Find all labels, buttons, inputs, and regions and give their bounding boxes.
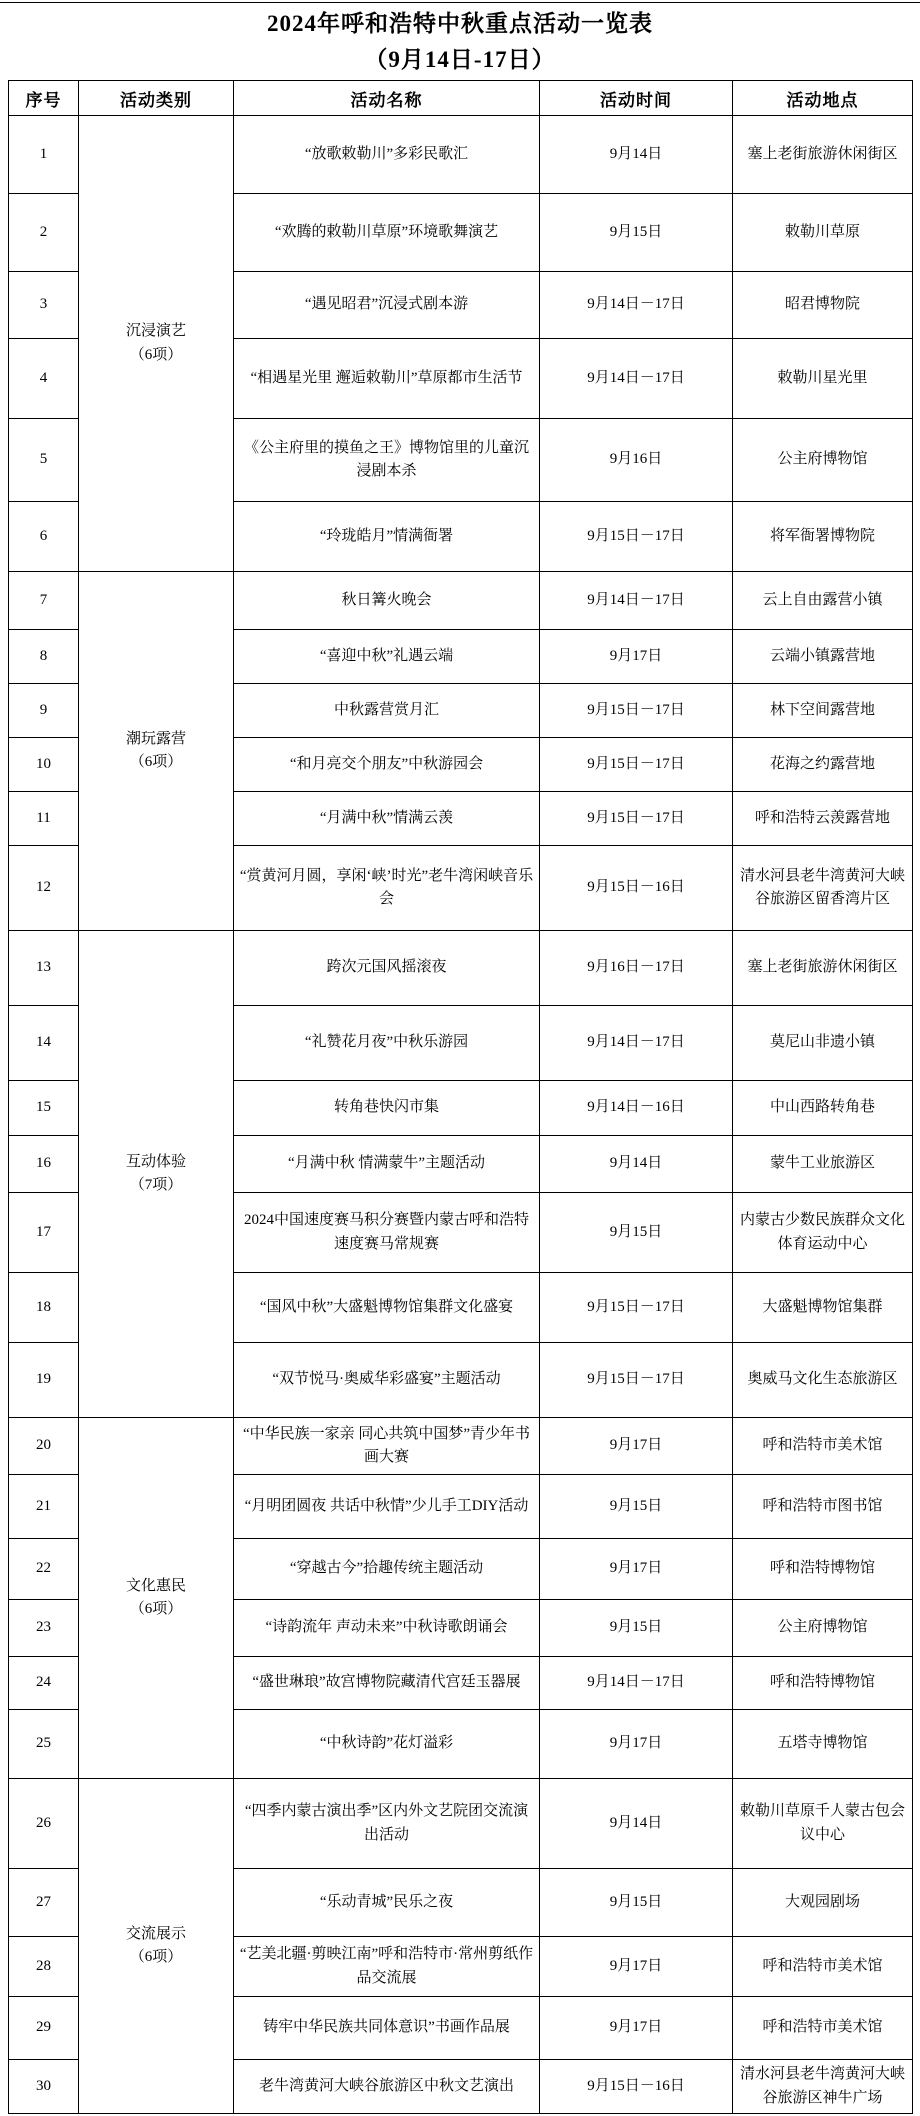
activity-time: 9月16日 [540, 419, 733, 502]
activity-name: “放歌敕勒川”多彩民歌汇 [234, 116, 540, 194]
activity-time: 9月15日 [540, 194, 733, 272]
activity-place: 公主府博物馆 [733, 419, 913, 502]
activity-time: 9月17日 [540, 1937, 733, 1997]
row-number: 13 [9, 931, 79, 1006]
activity-name: “欢腾的敕勒川草原”环境歌舞演艺 [234, 194, 540, 272]
category-cell [79, 116, 234, 572]
activity-place: 将军衙署博物院 [733, 502, 913, 572]
category-name: 潮玩露营 [125, 730, 186, 747]
row-number: 11 [9, 792, 79, 846]
row-number: 23 [9, 1600, 79, 1657]
activity-name: “穿越古今”拾趣传统主题活动 [234, 1539, 540, 1600]
activity-time: 9月15日 [540, 1475, 733, 1539]
row-number: 28 [9, 1937, 79, 1997]
category-name: 文化惠民 [125, 1577, 186, 1594]
row-number: 8 [9, 630, 79, 684]
activity-time: 9月15日－17日 [540, 738, 733, 792]
activity-place: 内蒙古少数民族群众文化体育运动中心 [733, 1193, 913, 1273]
activity-time: 9月14日－17日 [540, 339, 733, 419]
column-header-4: 活动地点 [733, 81, 913, 116]
activity-place: 奥威马文化生态旅游区 [733, 1343, 913, 1418]
category-count: （6项） [129, 754, 183, 770]
activity-place: 花海之约露营地 [733, 738, 913, 792]
activity-name: “盛世琳琅”故宫博物院藏清代宫廷玉器展 [234, 1657, 540, 1710]
row-number: 16 [9, 1136, 79, 1193]
row-number: 17 [9, 1193, 79, 1273]
row-number: 12 [9, 846, 79, 931]
table-row [9, 116, 913, 194]
activity-place: 敕勒川草原 [733, 194, 913, 272]
category-name: 沉浸演艺 [125, 323, 186, 340]
activity-place: 呼和浩特市图书馆 [733, 1475, 913, 1539]
row-number: 9 [9, 684, 79, 738]
row-number: 3 [9, 272, 79, 339]
page-title: 2024年呼和浩特中秋重点活动一览表 [267, 11, 653, 36]
activity-place: 林下空间露营地 [733, 684, 913, 738]
activity-place: 呼和浩特博物馆 [733, 1657, 913, 1710]
title-block [0, 6, 920, 78]
activity-place: 大盛魁博物馆集群 [733, 1273, 913, 1343]
table-row [9, 931, 913, 1006]
table-row [9, 572, 913, 630]
activity-time: 9月15日 [540, 1869, 733, 1937]
activity-place: 五塔寺博物馆 [733, 1710, 913, 1779]
activity-name: “中秋诗韵”花灯溢彩 [234, 1710, 540, 1779]
activity-time: 9月14日－17日 [540, 1006, 733, 1081]
activity-place: 敕勒川草原千人蒙古包会议中心 [733, 1779, 913, 1869]
activity-time: 9月17日 [540, 1418, 733, 1475]
column-header-0: 序号 [9, 81, 79, 116]
activity-name: “喜迎中秋”礼遇云端 [234, 630, 540, 684]
activity-name: “双节悦马·奥威华彩盛宴”主题活动 [234, 1343, 540, 1418]
activity-place: 蒙牛工业旅游区 [733, 1136, 913, 1193]
row-number: 20 [9, 1418, 79, 1475]
row-number: 21 [9, 1475, 79, 1539]
top-divider [0, 2, 920, 3]
row-number: 30 [9, 2060, 79, 2114]
page-subtitle: （9月14日-17日） [364, 47, 556, 72]
activity-time: 9月14日－16日 [540, 1081, 733, 1136]
activity-time: 9月15日－17日 [540, 792, 733, 846]
category-cell [79, 572, 234, 931]
activity-name: “月满中秋”情满云羡 [234, 792, 540, 846]
activity-name: “中华民族一家亲 同心共筑中国梦”青少年书画大赛 [234, 1418, 540, 1475]
table-row [9, 1779, 913, 1869]
activity-time: 9月14日－17日 [540, 1657, 733, 1710]
activity-time: 9月17日 [540, 1539, 733, 1600]
table-row [9, 1418, 913, 1475]
category-name: 交流展示 [125, 1925, 186, 1942]
header-row [9, 81, 913, 116]
activity-name: “国风中秋”大盛魁博物馆集群文化盛宴 [234, 1273, 540, 1343]
activity-place: 莫尼山非遗小镇 [733, 1006, 913, 1081]
activity-place: 塞上老街旅游休闲街区 [733, 116, 913, 194]
row-number: 2 [9, 194, 79, 272]
activity-time: 9月15日－17日 [540, 1343, 733, 1418]
activity-place: 大观园剧场 [733, 1869, 913, 1937]
activity-name: “月明团圆夜 共话中秋情”少儿手工DIY活动 [234, 1475, 540, 1539]
activity-time: 9月15日－16日 [540, 846, 733, 931]
activity-time: 9月17日 [540, 1997, 733, 2060]
activity-name: “诗韵流年 声动未来”中秋诗歌朗诵会 [234, 1600, 540, 1657]
activity-name: “玲珑皓月”情满衙署 [234, 502, 540, 572]
row-number: 5 [9, 419, 79, 502]
category-count: （6项） [129, 346, 183, 363]
activity-time: 9月15日－17日 [540, 684, 733, 738]
activity-place: 公主府博物馆 [733, 1600, 913, 1657]
activity-time: 9月16日－17日 [540, 931, 733, 1006]
activity-place: 云端小镇露营地 [733, 630, 913, 684]
activity-time: 9月14日 [540, 1779, 733, 1869]
activity-name: 秋日篝火晚会 [234, 572, 540, 630]
row-number: 7 [9, 572, 79, 630]
category-count: （6项） [129, 1601, 183, 1617]
activity-name: 转角巷快闪市集 [234, 1081, 540, 1136]
activity-time: 9月15日－16日 [540, 2060, 733, 2114]
activity-time: 9月14日 [540, 116, 733, 194]
row-number: 24 [9, 1657, 79, 1710]
activity-name: “礼赞花月夜”中秋乐游园 [234, 1006, 540, 1081]
activity-name: “四季内蒙古演出季”区内外文艺院团交流演出活动 [234, 1779, 540, 1869]
column-header-2: 活动名称 [234, 81, 540, 116]
activity-name: “乐动青城”民乐之夜 [234, 1869, 540, 1937]
category-name: 互动体验 [125, 1153, 186, 1170]
category-cell [79, 931, 234, 1418]
activity-place: 清水河县老牛湾黄河大峡谷旅游区神牛广场 [733, 2060, 913, 2114]
category-cell [79, 1418, 234, 1779]
row-number: 6 [9, 502, 79, 572]
row-number: 10 [9, 738, 79, 792]
activity-place: 呼和浩特市美术馆 [733, 1418, 913, 1475]
activity-place: 中山西路转角巷 [733, 1081, 913, 1136]
activity-place: 塞上老街旅游休闲街区 [733, 931, 913, 1006]
activity-name: “赏黄河月圆，享闲‘峡’时光”老牛湾闲峡音乐会 [234, 846, 540, 931]
row-number: 15 [9, 1081, 79, 1136]
activity-name: “月满中秋 情满蒙牛”主题活动 [234, 1136, 540, 1193]
activity-time: 9月14日－17日 [540, 572, 733, 630]
activity-time: 9月17日 [540, 1710, 733, 1779]
activity-place: 呼和浩特市美术馆 [733, 1937, 913, 1997]
column-header-1: 活动类别 [79, 81, 234, 116]
activity-time: 9月15日 [540, 1193, 733, 1273]
activity-place: 云上自由露营小镇 [733, 572, 913, 630]
category-count: （7项） [129, 1177, 183, 1193]
row-number: 29 [9, 1997, 79, 2060]
activity-table [8, 80, 913, 2114]
row-number: 19 [9, 1343, 79, 1418]
column-header-3: 活动时间 [540, 81, 733, 116]
row-number: 18 [9, 1273, 79, 1343]
activity-name: “遇见昭君”沉浸式剧本游 [234, 272, 540, 339]
activity-name: “和月亮交个朋友”中秋游园会 [234, 738, 540, 792]
row-number: 25 [9, 1710, 79, 1779]
activity-place: 清水河县老牛湾黄河大峡谷旅游区留香湾片区 [733, 846, 913, 931]
activity-name: 老牛湾黄河大峡谷旅游区中秋文艺演出 [234, 2060, 540, 2114]
activity-name: 铸牢中华民族共同体意识”书画作品展 [234, 1997, 540, 2060]
row-number: 14 [9, 1006, 79, 1081]
row-number: 1 [9, 116, 79, 194]
activity-time: 9月15日－17日 [540, 502, 733, 572]
row-number: 22 [9, 1539, 79, 1600]
activity-place: 敕勒川星光里 [733, 339, 913, 419]
activity-time: 9月17日 [540, 630, 733, 684]
row-number: 4 [9, 339, 79, 419]
activity-name: 《公主府里的摸鱼之王》博物馆里的儿童沉浸剧本杀 [234, 419, 540, 502]
activity-name: 跨次元国风摇滚夜 [234, 931, 540, 1006]
activity-time: 9月14日 [540, 1136, 733, 1193]
activity-name: 中秋露营赏月汇 [234, 684, 540, 738]
activity-time: 9月14日－17日 [540, 272, 733, 339]
activity-name: “相遇星光里 邂逅敕勒川”草原都市生活节 [234, 339, 540, 419]
activity-name: 2024中国速度赛马积分赛暨内蒙古呼和浩特速度赛马常规赛 [234, 1193, 540, 1273]
activity-time: 9月15日－17日 [540, 1273, 733, 1343]
row-number: 27 [9, 1869, 79, 1937]
activity-place: 昭君博物院 [733, 272, 913, 339]
activity-place: 呼和浩特博物馆 [733, 1539, 913, 1600]
category-cell [79, 1779, 234, 2114]
activity-place: 呼和浩特云羡露营地 [733, 792, 913, 846]
activity-place: 呼和浩特市美术馆 [733, 1997, 913, 2060]
activity-name: “艺美北疆·剪映江南”呼和浩特市·常州剪纸作品交流展 [234, 1937, 540, 1997]
activity-time: 9月15日 [540, 1600, 733, 1657]
category-count: （6项） [129, 1949, 183, 1965]
row-number: 26 [9, 1779, 79, 1869]
table-body [9, 116, 913, 2114]
